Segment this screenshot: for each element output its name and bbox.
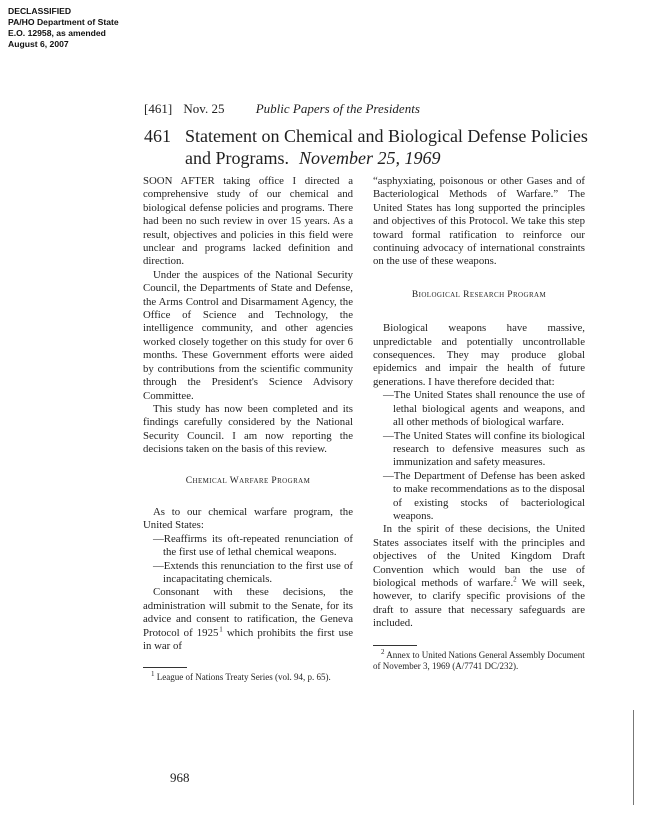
footnote-ref: 2 [513,575,517,584]
list-item: —The Department of Defense has been asked to make recommendations as to the disposal of existing stocks of bacteriological weapons. [383,469,585,522]
paragraph [143,586,353,653]
paragraph [373,523,585,630]
stamp-line: E.O. 12958, as amended [8,28,106,38]
footnote [143,672,353,684]
list-item: —The United States will confine its biological research to defensive measures such as immunization and safety measures. [383,429,585,469]
title-text-block [185,125,605,169]
paragraph: Under the auspices of the National Security Council, the Departments of State and Defense, the Arms Control and Disarmament Agency, the Office of Science and Technology, the intelligence community, and other agencies worked closely together on this study for over 6 months. These Government efforts were aided by contributions from the scientific community through the President's Science Advisory Committee. [143,268,353,402]
list-item: —Extends this renunciation to the first use of incapacitating chemicals. [153,559,353,585]
title-text: Statement on Chemical and Biological Defense Policies and Programs. [185,126,588,168]
section-heading: Chemical Warfare Program [185,475,311,486]
footnote [373,647,585,673]
paragraph: Biological weapons have massive, unpredictable and potentially uncontrollable consequences. They may produce global epidemics and impair the health of future generations. I have therefore decided that: [373,322,585,388]
left-column [143,175,353,684]
title-date: November 25, 1969 [298,148,441,168]
running-book-title: Public Papers of the Presidents [255,101,420,116]
footnote-text: Annex to United Nations General Assembly Document of November 3, 1969 (A/7741 DC/232). [373,649,585,672]
paragraph: As to our chemical warfare program, the United States: [143,505,353,532]
footnote-mark: 1 [151,670,155,679]
footnote-text: League of Nations Treaty Series (vol. 94, p. 65). [156,672,331,683]
stamp-line: DECLASSIFIED [8,6,72,16]
paragraph: This study has now been completed and its findings carefully considered by the National Security Council. I am now reporting the decisions taken on the basis of this review. [143,402,353,456]
paragraph-text: We will seek, however, to clarify specific provisions of the draft to assure that necessary safeguards are included. [373,576,585,630]
paragraph: “asphyxiating, poisonous or other Gases and of Bacteriological Methods of Warfare.” The United States has long supported the principles and objectives of this Protocol. We take this step toward formal ratification to reinforce our continuing advocacy of international constraints on the use of these weapons. [373,175,585,268]
section-heading: Biological Research Program [411,289,547,300]
page-number: 968 [170,770,190,785]
footnote-ref: 1 [219,625,223,633]
paragraph: SOON AFTER taking office I directed a comprehensive study of our chemical and biological defense policies and programs. There had been no such review in over 15 years. As a result, objectives and policies in this field were unclear and programs lacked definition and direction. [143,175,353,268]
list-item: —The United States shall renounce the use of lethal biological agents and weapons, and all other methods of biological warfare. [383,389,585,429]
paragraph-text: Consonant with these decisions, the administration will submit to the Senate, for its advice and consent to ratification, the Geneva Protocol of 1925 [143,586,353,639]
paragraph-text: In the spirit of these decisions, the United States associates itself with the principles and objectives of the United Kingdom Draft Convention which would ban the use of biological methods of warfare. [373,523,585,589]
stamp-line: PA/HO Department of State [8,17,119,27]
scan-edge-line [633,710,634,805]
footnote-mark: 2 [381,647,385,656]
title-number: 461 [144,126,171,146]
running-date: Nov. 25 [183,101,225,116]
right-column [373,175,585,673]
stamp-line: August 6, 2007 [8,39,69,49]
running-head [144,101,584,117]
paragraph-text: which prohibits the first use in war of [143,626,354,652]
running-section: [461] [144,101,173,116]
declassification-stamp [8,6,119,50]
list-item: —Reaffirms its oft-repeated renunciation of the first use of lethal chemical weapons. [153,532,353,559]
